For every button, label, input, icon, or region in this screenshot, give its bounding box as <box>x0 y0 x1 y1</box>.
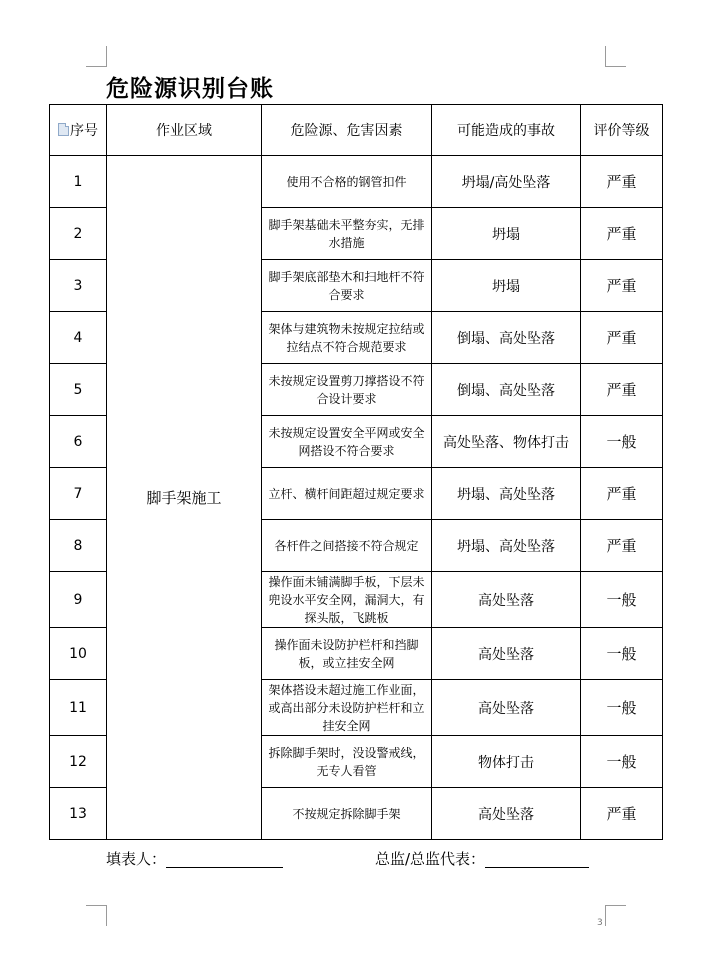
row-number: 11 <box>50 680 107 736</box>
accident-cell: 坍塌/高处坠落 <box>432 156 581 208</box>
row-number: 10 <box>50 628 107 680</box>
row-number: 5 <box>50 364 107 416</box>
row-number: 1 <box>50 156 107 208</box>
page-number: 3 <box>597 918 603 928</box>
filler-label: 填表人： <box>106 850 167 868</box>
accident-cell: 高处坠落 <box>432 628 581 680</box>
row-number: 8 <box>50 520 107 572</box>
hazard-cell: 脚手架基础未平整夯实，无排水措施 <box>262 208 432 260</box>
hazard-cell: 使用不合格的钢管扣件 <box>262 156 432 208</box>
accident-cell: 坍塌、高处坠落 <box>432 468 581 520</box>
hazard-cell: 架体搭设未超过施工作业面，或高出部分未设防护栏杆和立挂安全网 <box>262 680 432 736</box>
filler-signature <box>106 848 283 869</box>
row-number: 13 <box>50 788 107 840</box>
table-header-row <box>50 105 663 156</box>
document-icon <box>58 123 69 136</box>
row-number: 6 <box>50 416 107 468</box>
level-cell: 一般 <box>581 628 663 680</box>
hazard-cell: 拆除脚手架时，没设警戒线，无专人看管 <box>262 736 432 788</box>
hazard-cell: 未按规定设置安全平网或安全网搭设不符合要求 <box>262 416 432 468</box>
level-cell: 严重 <box>581 208 663 260</box>
level-cell: 一般 <box>581 572 663 628</box>
header-area: 作业区域 <box>107 105 262 156</box>
page-corner-mark-top-right <box>605 46 626 67</box>
level-cell: 严重 <box>581 312 663 364</box>
work-area-cell: 脚手架施工 <box>107 156 262 840</box>
accident-cell: 高处坠落 <box>432 680 581 736</box>
supervisor-label: 总监/总监代表： <box>375 850 486 868</box>
hazard-cell: 不按规定拆除脚手架 <box>262 788 432 840</box>
level-cell: 一般 <box>581 680 663 736</box>
supervisor-signature-line[interactable] <box>485 851 589 868</box>
level-cell: 严重 <box>581 520 663 572</box>
hazard-cell: 各杆件之间搭接不符合规定 <box>262 520 432 572</box>
level-cell: 严重 <box>581 260 663 312</box>
accident-cell: 物体打击 <box>432 736 581 788</box>
accident-cell: 坍塌 <box>432 208 581 260</box>
row-number: 4 <box>50 312 107 364</box>
header-accident: 可能造成的事故 <box>432 105 581 156</box>
header-level: 评价等级 <box>581 105 663 156</box>
accident-cell: 坍塌、高处坠落 <box>432 520 581 572</box>
accident-cell: 高处坠落 <box>432 572 581 628</box>
level-cell: 严重 <box>581 468 663 520</box>
row-number: 3 <box>50 260 107 312</box>
hazard-cell: 架体与建筑物未按规定拉结或拉结点不符合规范要求 <box>262 312 432 364</box>
hazard-cell: 操作面未设防护栏杆和挡脚板，或立挂安全网 <box>262 628 432 680</box>
filler-signature-line[interactable] <box>166 851 283 868</box>
hazard-cell: 操作面未铺满脚手板，下层未兜设水平安全网，漏洞大，有探头版，飞跳板 <box>262 572 432 628</box>
accident-cell: 倒塌、高处坠落 <box>432 364 581 416</box>
accident-cell: 坍塌 <box>432 260 581 312</box>
header-seq: 序号 <box>50 105 107 156</box>
level-cell: 一般 <box>581 416 663 468</box>
hazard-cell: 未按规定设置剪刀撑搭设不符合设计要求 <box>262 364 432 416</box>
hazard-cell: 脚手架底部垫木和扫地杆不符合要求 <box>262 260 432 312</box>
page-corner-mark-bottom-left <box>86 905 107 926</box>
header-hazard: 危险源、危害因素 <box>262 105 432 156</box>
page-corner-mark-top-left <box>86 46 107 67</box>
page-corner-mark-bottom-right <box>605 905 626 926</box>
row-number: 2 <box>50 208 107 260</box>
accident-cell: 高处坠落 <box>432 788 581 840</box>
accident-cell: 倒塌、高处坠落 <box>432 312 581 364</box>
row-number: 7 <box>50 468 107 520</box>
page-title: 危险源识别台账 <box>106 76 274 102</box>
accident-cell: 高处坠落、物体打击 <box>432 416 581 468</box>
supervisor-signature <box>375 848 589 869</box>
level-cell: 严重 <box>581 788 663 840</box>
level-cell: 严重 <box>581 364 663 416</box>
row-number: 9 <box>50 572 107 628</box>
hazard-ledger-table <box>49 104 663 840</box>
level-cell: 一般 <box>581 736 663 788</box>
row-number: 12 <box>50 736 107 788</box>
hazard-cell: 立杆、横杆间距超过规定要求 <box>262 468 432 520</box>
level-cell: 严重 <box>581 156 663 208</box>
table-row <box>50 156 663 208</box>
